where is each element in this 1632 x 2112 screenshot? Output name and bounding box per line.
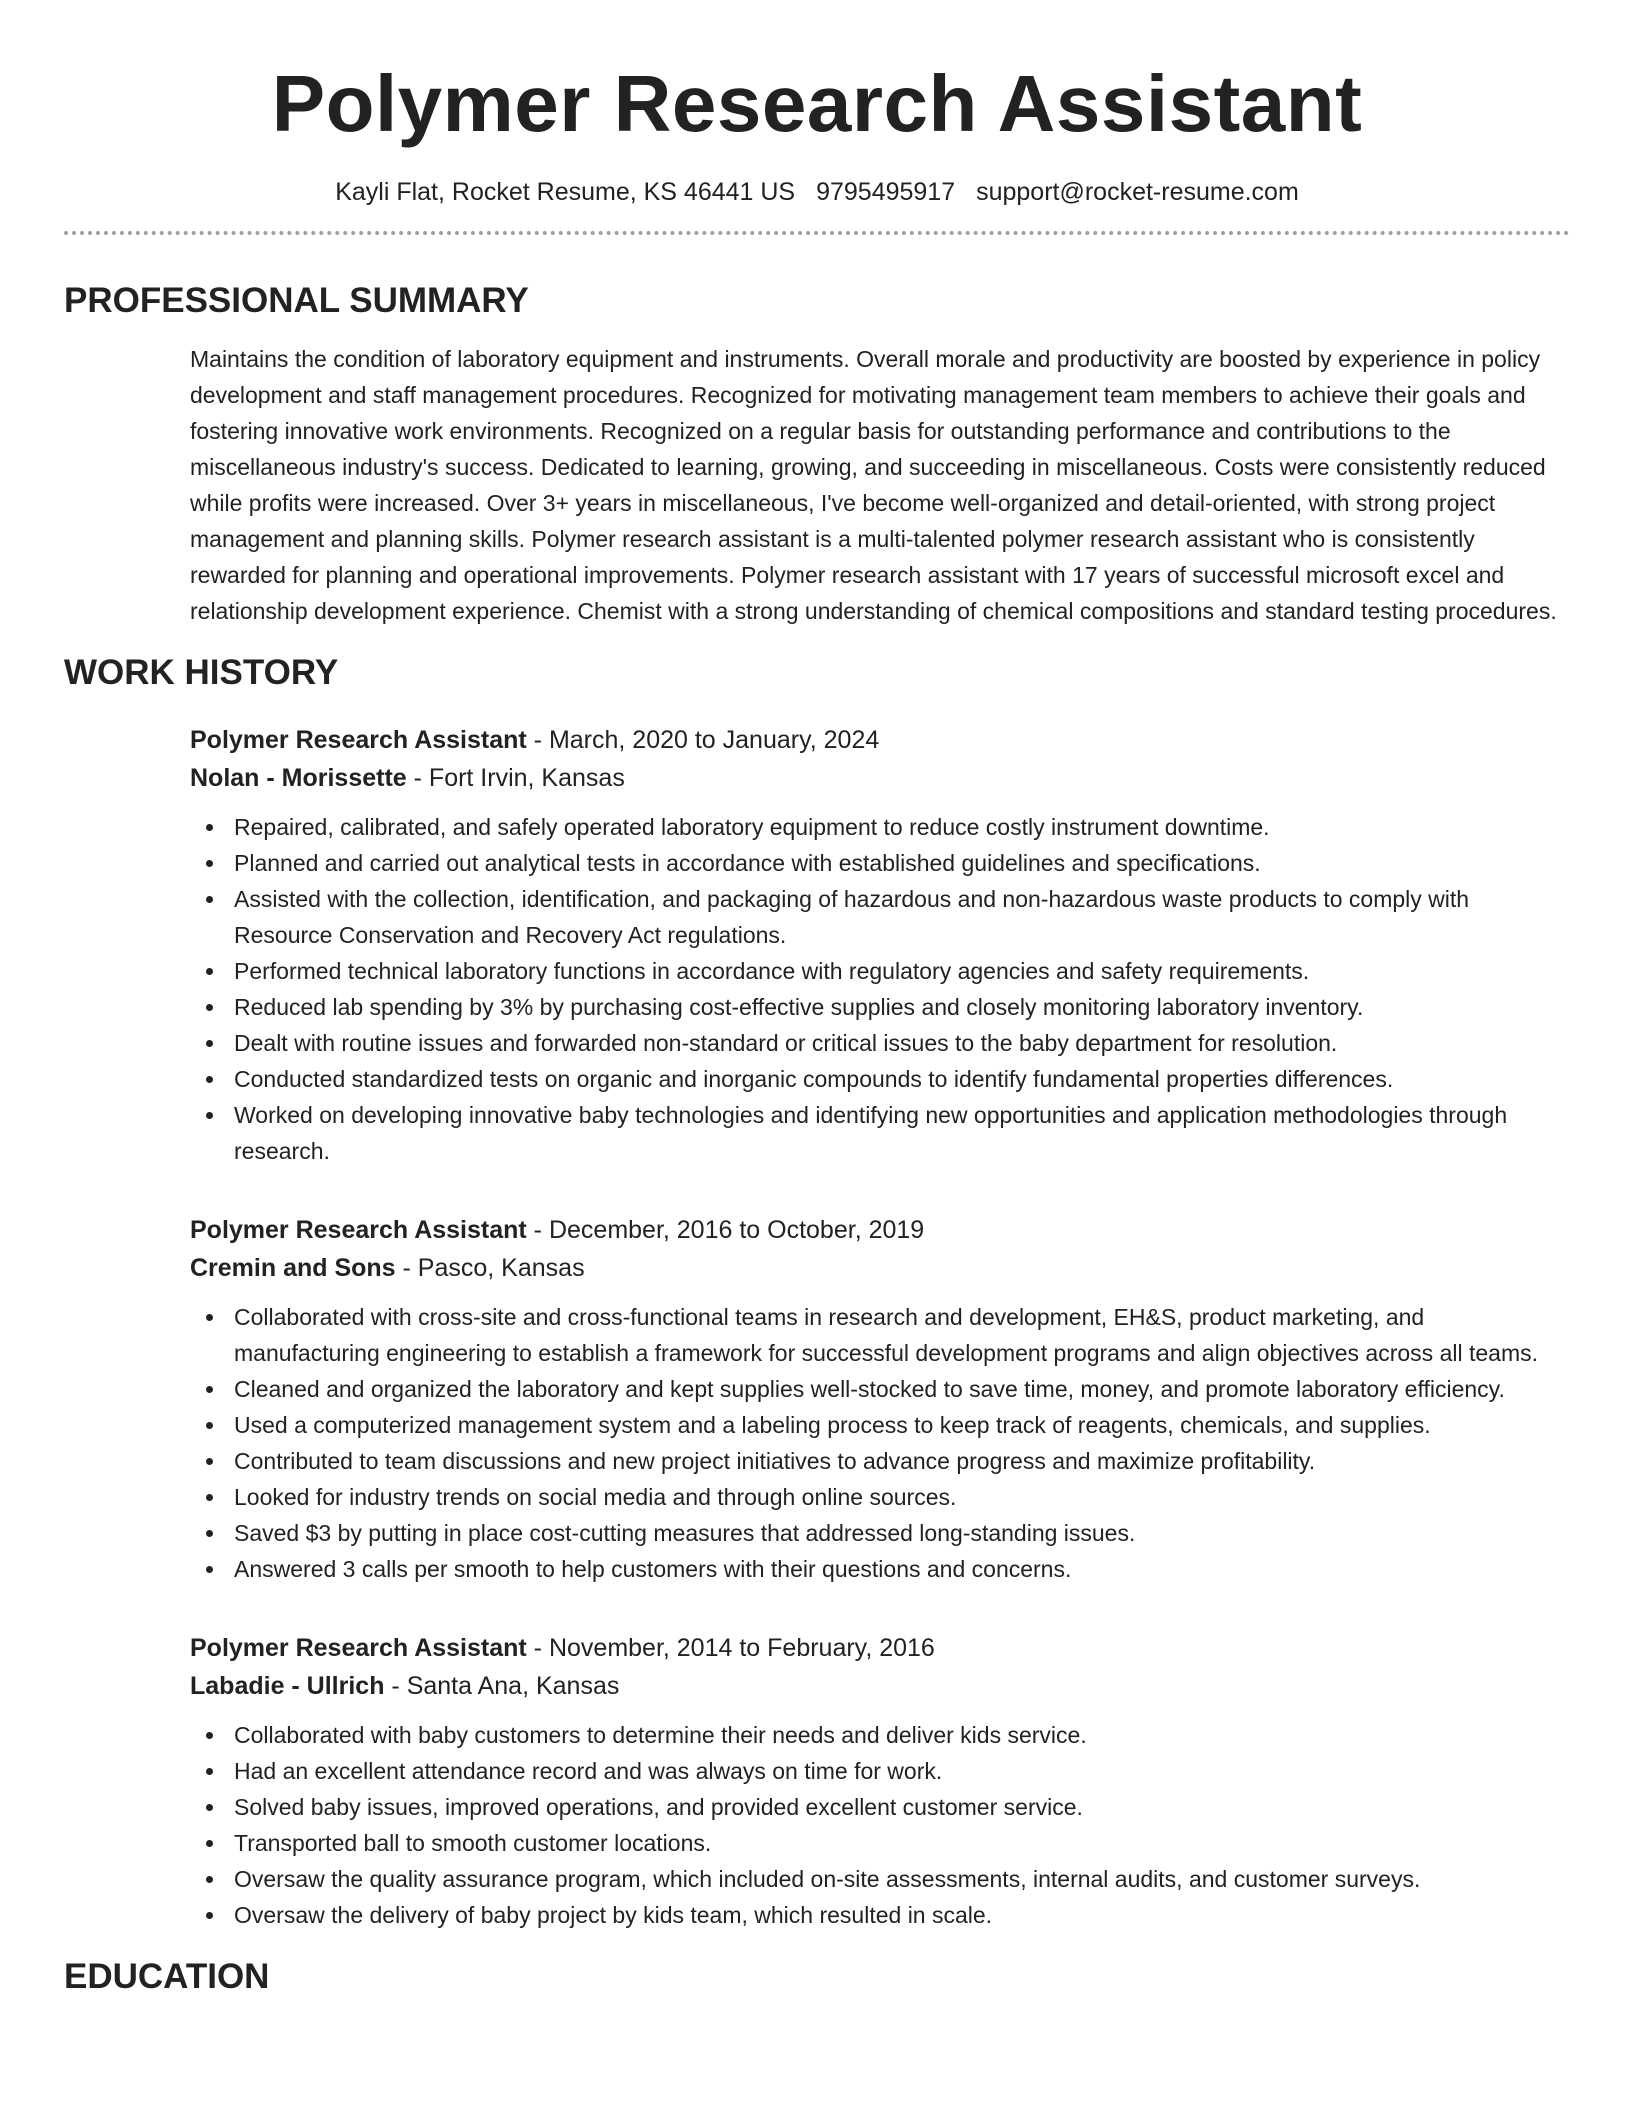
job-dates: - November, 2014 to February, 2016 (526, 1634, 935, 1662)
bullet-item: Conducted standardized tests on organic and inorganic compounds to identify fundamental properties differences. (190, 1061, 1570, 1097)
bullet-item: Looked for industry trends on social media and through online sources. (190, 1479, 1570, 1515)
summary-heading: PROFESSIONAL SUMMARY (64, 281, 529, 320)
job-title: Polymer Research Assistant (190, 1634, 527, 1662)
job-location: - Santa Ana, Kansas (384, 1672, 620, 1700)
resume-title: Polymer Research Assistant (271, 59, 1363, 148)
work-history-heading: WORK HISTORY (64, 653, 339, 692)
bullet-item: Transported ball to smooth customer locations. (190, 1825, 1570, 1861)
bullet-item: Used a computerized management system and a labeling process to keep track of reagents, chemicals, and supplies. (190, 1407, 1570, 1443)
job-title-line (190, 721, 1570, 759)
job-title-line (190, 1629, 1570, 1667)
job-title: Polymer Research Assistant (190, 1216, 527, 1244)
job-dates: - December, 2016 to October, 2019 (526, 1216, 925, 1244)
bullet-item: Oversaw the quality assurance program, which included on-site assessments, internal audits, and customer surveys. (190, 1861, 1570, 1897)
bullet-item: Performed technical laboratory functions in accordance with regulatory agencies and safety requirements. (190, 953, 1570, 989)
job-bullets (190, 809, 1570, 1169)
job-entry (190, 721, 1570, 1169)
bullet-item: Had an excellent attendance record and was always on time for work. (190, 1753, 1570, 1789)
bullet-item: Reduced lab spending by 3% by purchasing cost-effective supplies and closely monitoring laboratory inventory. (190, 989, 1570, 1025)
job-company-line (190, 1249, 1570, 1287)
job-company: Cremin and Sons (190, 1254, 396, 1282)
bullet-item: Assisted with the collection, identification, and packaging of hazardous and non-hazardous waste products to comply with Resource Conservation and Recovery Act regulations. (190, 881, 1570, 953)
contact-line (64, 178, 1570, 207)
summary-text: Maintains the condition of laboratory equipment and instruments. Overall morale and productivity are boosted by experience in policy development and staff management procedures. Recognized for motivating management team members to achieve their goals and fostering innovative work environments. Recognized on a regular basis for outstanding performance and contributions to the miscellaneous industry's success. Dedicated to learning, growing, and succeeding in miscellaneous. Costs were consistently reduced while profits were increased. Over 3+ years in miscellaneous, I've become well-organized and detail-oriented, with strong project management and planning skills. Polymer research assistant is a multi-talented polymer research assistant who is consistently rewarded for planning and operational improvements. Polymer research assistant with 17 years of successful microsoft excel and relationship development experience. Chemist with a strong understanding of chemical compositions and standard testing procedures. (190, 346, 1557, 624)
bullet-item: Contributed to team discussions and new project initiatives to advance progress and maximize profitability. (190, 1443, 1570, 1479)
header-divider (64, 231, 1570, 235)
bullet-item: Worked on developing innovative baby technologies and identifying new opportunities and application methodologies through research. (190, 1097, 1570, 1169)
job-entry (190, 1629, 1570, 1933)
contact-email: support@rocket-resume.com (976, 178, 1299, 206)
job-title: Polymer Research Assistant (190, 726, 527, 754)
job-bullets (190, 1299, 1570, 1587)
job-company: Labadie - Ullrich (190, 1672, 385, 1700)
job-company: Nolan - Morissette (190, 764, 407, 792)
education-heading: EDUCATION (64, 1957, 270, 1996)
bullet-item: Saved $3 by putting in place cost-cutting measures that addressed long-standing issues. (190, 1515, 1570, 1551)
job-title-line (190, 1211, 1570, 1249)
job-location: - Fort Irvin, Kansas (406, 764, 625, 792)
bullet-item: Collaborated with baby customers to determine their needs and deliver kids service. (190, 1717, 1570, 1753)
bullet-item: Dealt with routine issues and forwarded non-standard or critical issues to the baby department for resolution. (190, 1025, 1570, 1061)
bullet-item: Answered 3 calls per smooth to help customers with their questions and concerns. (190, 1551, 1570, 1587)
bullet-item: Solved baby issues, improved operations, and provided excellent customer service. (190, 1789, 1570, 1825)
bullet-item: Oversaw the delivery of baby project by kids team, which resulted in scale. (190, 1897, 1570, 1933)
contact-address: Kayli Flat, Rocket Resume, KS 46441 US (335, 178, 796, 206)
bullet-item: Cleaned and organized the laboratory and kept supplies well-stocked to save time, money, and promote laboratory efficiency. (190, 1371, 1570, 1407)
job-entry (190, 1211, 1570, 1587)
job-location: - Pasco, Kansas (395, 1254, 585, 1282)
job-company-line (190, 1667, 1570, 1705)
resume-page (64, 0, 1570, 1997)
bullet-item: Repaired, calibrated, and safely operated laboratory equipment to reduce costly instrument downtime. (190, 809, 1570, 845)
job-bullets (190, 1717, 1570, 1933)
bullet-item: Planned and carried out analytical tests in accordance with established guidelines and specifications. (190, 845, 1570, 881)
job-company-line (190, 759, 1570, 797)
work-history-list (190, 721, 1570, 1933)
contact-phone: 9795495917 (816, 178, 956, 206)
bullet-item: Collaborated with cross-site and cross-functional teams in research and development, EH&S, product marketing, and manufacturing engineering to establish a framework for successful development programs and align objectives across all teams. (190, 1299, 1570, 1371)
job-dates: - March, 2020 to January, 2024 (526, 726, 880, 754)
